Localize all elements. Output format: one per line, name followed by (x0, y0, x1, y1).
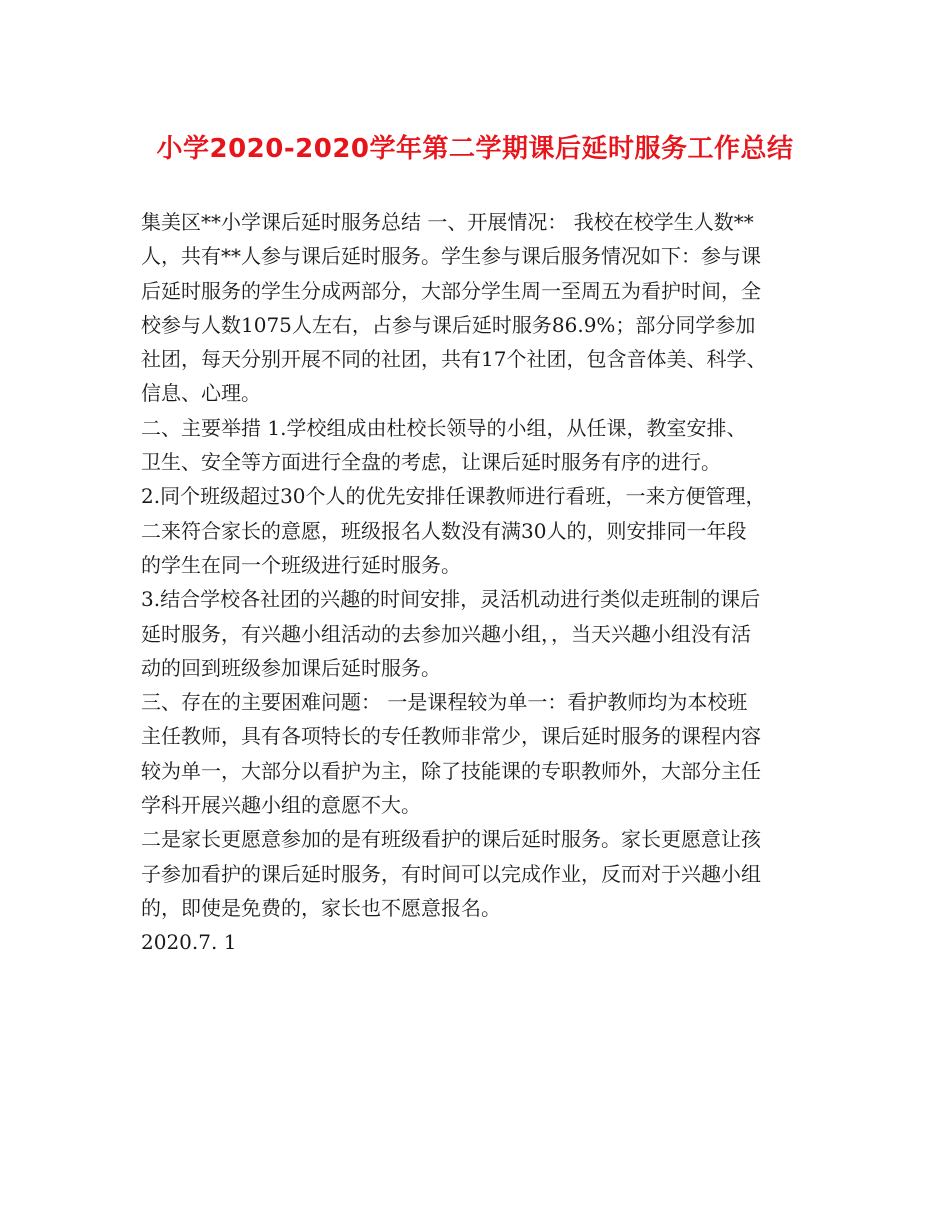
body-line: 学科开展兴趣小组的意愿不大。 (141, 793, 421, 818)
body-line: 后延时服务的学生分成两部分，大部分学生周一至周五为看护时间，全 (141, 278, 761, 303)
body-line: 人，共有**人参与课后延时服务。学生参与课后服务情况如下：参与课 (141, 244, 761, 269)
document-date: 2020.7. 1 (141, 930, 237, 955)
document-body (141, 205, 831, 960)
body-line: 延时服务，有兴趣小组活动的去参加兴趣小组，，当天兴趣小组没有活 (141, 621, 751, 646)
body-line: 二、主要举措 1.学校组成由杜校长领导的小组，从任课，教室安排、 (141, 415, 747, 440)
body-line: 较为单一，大部分以看护为主，除了技能课的专职教师外，大部分主任 (141, 758, 761, 783)
document-title: 小学2020-2020学年第二学期课后延时服务工作总结 (156, 134, 794, 164)
body-line: 卫生、安全等方面进行全盘的考虑，让课后延时服务有序的进行。 (141, 450, 721, 475)
body-line: 二来符合家长的意愿，班级报名人数没有满30人的，则安排同一年段 (141, 518, 747, 543)
body-line: 子参加看护的课后延时服务，有时间可以完成作业，反而对于兴趣小组 (141, 861, 761, 886)
body-line: 3.结合学校各社团的兴趣的时间安排，灵活机动进行类似走班制的课后 (141, 587, 761, 612)
body-line: 主任教师，具有各项特长的专任教师非常少，课后延时服务的课程内容 (141, 724, 761, 749)
body-line: 的，即使是免费的，家长也不愿意报名。 (141, 895, 501, 920)
body-line: 的学生在同一个班级进行延时服务。 (141, 552, 461, 577)
body-line: 集美区**小学课后延时服务总结 一、开展情况： 我校在校学生人数** (141, 210, 754, 234)
body-line: 二是家长更愿意参加的是有班级看护的课后延时服务。家长更愿意让孩 (141, 827, 761, 852)
body-line: 校参与人数1075人左右，占参与课后延时服务86.9%；部分同学参加 (141, 312, 756, 337)
body-line: 动的回到班级参加课后延时服务。 (141, 655, 441, 680)
body-line: 三、存在的主要困难问题： 一是课程较为单一：看护教师均为本校班 (141, 690, 748, 715)
body-line: 信息、心理。 (141, 381, 261, 406)
body-line: 2.同个班级超过30个人的优先安排任课教师进行看班，一来方便管理， (141, 484, 766, 509)
body-line: 社团，每天分别开展不同的社团，共有17个社团，包含音体美、科学、 (141, 347, 767, 372)
